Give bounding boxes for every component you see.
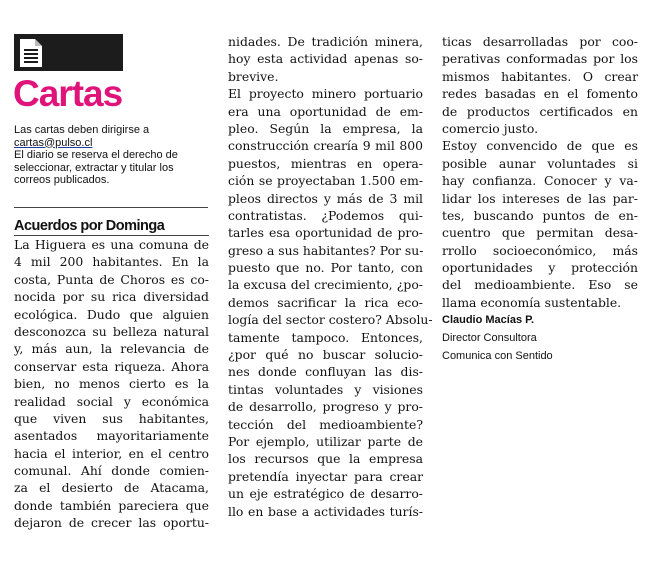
text-line: rrollo socioeconómico, más <box>442 242 638 258</box>
text-line: la excusa del crecimiento, ¿po- <box>228 277 423 293</box>
text-line: tarles esa oportunidad de pro- <box>228 225 423 241</box>
text-line: llo en base a actividades turís- <box>228 503 423 519</box>
signature-name: Claudio Macías P. <box>442 314 535 327</box>
text-line: pleo. Según la empresa, la <box>228 120 423 136</box>
notice-line: correos publicados. <box>14 174 110 186</box>
text-line: dejaron de crecer las oportu- <box>14 515 209 531</box>
text-line: tección del medioambiente? <box>228 416 423 432</box>
text-line: construcción crearía 9 mil 800 <box>228 138 423 154</box>
text-line: asentados mayoritariamente <box>14 428 209 444</box>
text-line: bien, no menos cierto es la <box>14 376 209 392</box>
text-line: 4 mil 200 habitantes. En la <box>14 254 209 270</box>
text-line: del medioambiente. Eso se <box>442 277 638 293</box>
text-line: hacia el interior, en el centro <box>14 445 209 461</box>
text-line: brevive. <box>228 68 279 84</box>
text-line: comunal. Ahí donde comien- <box>14 463 209 479</box>
text-line: redes basadas en el fomento <box>442 86 638 102</box>
letter-column-2 <box>228 33 433 520</box>
letter-title: Acuerdos por Dominga <box>14 218 165 234</box>
text-line: hoy esta actividad apenas so- <box>228 51 423 67</box>
signature-role: Director Consultora <box>442 332 537 345</box>
text-line: era una oportunidad de em- <box>228 103 423 119</box>
text-line: pleos directos y más de 3 mil <box>228 190 423 206</box>
text-line: comercio justo. <box>442 120 539 136</box>
text-line: realidad social y económica <box>14 393 209 409</box>
signature-organization: Comunica con Sentido <box>442 350 553 363</box>
text-line: de productos certificados en <box>442 103 638 119</box>
text-line: za el desierto de Atacama, <box>14 480 209 496</box>
text-line: nocida por su rica diversidad <box>14 289 209 305</box>
text-line: ¿por qué no buscar solucio- <box>228 347 423 363</box>
text-line: Por ejemplo, utilizar parte de <box>228 433 423 449</box>
contact-email-link[interactable]: cartas@pulso.cl <box>14 136 93 149</box>
text-line: ecológica. Dudo que alguien <box>14 306 209 322</box>
text-line: desconozca su belleza natural <box>14 323 209 339</box>
text-line: ticas desarrolladas por coo- <box>442 34 638 49</box>
divider <box>14 207 208 208</box>
text-line: donde también pareciera que <box>14 497 209 513</box>
text-line: conservar esta riqueza. Ahora <box>14 358 209 374</box>
text-line: ción se proyectaban 1.500 em- <box>228 173 423 189</box>
text-line: El proyecto minero portuario <box>228 86 423 102</box>
text-line: y, más aun, la relevancia de <box>14 341 209 357</box>
text-line: tamente tampoco. Entonces, <box>228 329 423 345</box>
text-line: Estoy convencido de que es <box>442 138 638 154</box>
text-line: un eje estratégico de desarro- <box>228 486 423 502</box>
text-line: tintas voluntades y visiones <box>228 381 423 397</box>
text-line: hay confianza. Conocer y va- <box>442 173 638 189</box>
notice-line: Las cartas deben dirigirse a <box>14 124 150 136</box>
text-line: nidades. De tradición minera, <box>228 34 423 49</box>
text-line: puestos, mientras en opera- <box>228 155 423 171</box>
text-line: oportunidades y protección <box>442 260 638 276</box>
text-line: perativas conformadas por los <box>442 51 638 67</box>
text-line: La Higuera es una comuna de <box>14 237 209 252</box>
text-line: pretendía inyectar para crear <box>228 468 423 484</box>
text-line: cuentro que permitan desa- <box>442 225 638 241</box>
text-line: mismos habitantes. O crear <box>442 68 638 84</box>
section-title: Cartas <box>13 73 123 114</box>
text-line: llama economía sustentable. <box>442 294 622 310</box>
text-line: nes donde confluyan las dis- <box>228 364 423 380</box>
text-line: lidar los intereses de las par- <box>442 190 638 206</box>
text-line: los recursos que la empresa <box>228 451 423 467</box>
text-line: contratistas. ¿Podemos qui- <box>228 207 423 223</box>
notice-line: seleccionar, extractar y titular los <box>14 161 174 174</box>
text-line: puesto que no. Por tanto, con <box>228 260 423 276</box>
submission-notice <box>14 124 214 187</box>
letter-column-3 <box>442 33 638 365</box>
text-line: que viven sus habitantes, <box>14 410 209 426</box>
text-line: costa, Punta de Choros es co- <box>14 271 209 287</box>
text-line: demos sacrificar la rica eco- <box>228 294 423 310</box>
document-icon <box>18 38 44 68</box>
text-line: greso a sus habitantes? Por su- <box>228 242 424 258</box>
text-line: logía del sector costero? Absolu- <box>228 312 433 328</box>
text-line: de desarrollo, progreso y pro- <box>228 399 423 415</box>
text-line: tes, buscando puntos de en- <box>442 207 638 223</box>
notice-line: El diario se reserva el derecho de <box>14 149 178 161</box>
section-icon-box <box>14 34 123 71</box>
text-line: posible aunar voluntades si <box>442 155 638 171</box>
letter-column-1 <box>14 236 209 532</box>
